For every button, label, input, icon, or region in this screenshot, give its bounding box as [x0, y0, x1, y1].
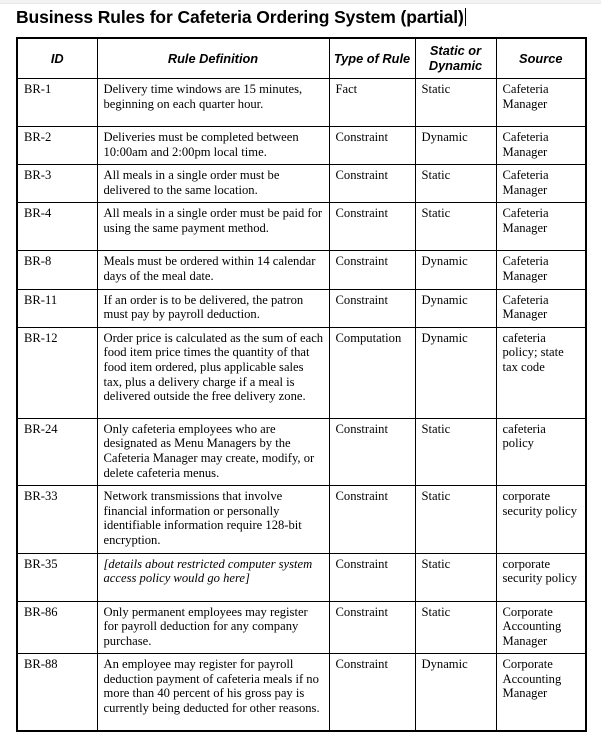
cell-id: BR-4	[17, 203, 97, 251]
column-header-static-or-dynamic: Static or Dynamic	[415, 38, 496, 79]
table-row	[17, 251, 586, 289]
cell-rule-definition: Only permanent employees may register for payroll deduction for any company purchase.	[97, 601, 329, 654]
cell-rule-definition: Network transmissions that involve financial information or personally identifiable information require 128-bit encryption.	[97, 486, 329, 553]
cell-type-of-rule: Constraint	[329, 251, 415, 289]
cell-source: Cafeteria Manager	[496, 127, 586, 165]
cell-id: BR-3	[17, 165, 97, 203]
table-row	[17, 203, 586, 251]
table-row	[17, 79, 586, 127]
table-row	[17, 327, 586, 418]
cell-source: Cafeteria Manager	[496, 251, 586, 289]
column-header-type-of-rule: Type of Rule	[329, 38, 415, 79]
cell-source: corporate security policy	[496, 486, 586, 553]
table-body	[17, 79, 586, 732]
cell-source: Cafeteria Manager	[496, 203, 586, 251]
cell-rule-definition: All meals in a single order must be paid for using the same payment method.	[97, 203, 329, 251]
cell-static-or-dynamic: Dynamic	[415, 327, 496, 418]
cell-id: BR-1	[17, 79, 97, 127]
window-top-edge	[0, 0, 601, 4]
cell-id: BR-12	[17, 327, 97, 418]
cell-source: cafeteria policy	[496, 418, 586, 485]
cell-id: BR-33	[17, 486, 97, 553]
cell-id: BR-11	[17, 289, 97, 327]
cell-static-or-dynamic: Dynamic	[415, 654, 496, 732]
table-row	[17, 165, 586, 203]
cell-static-or-dynamic: Static	[415, 203, 496, 251]
cell-rule-definition: Meals must be ordered within 14 calendar days of the meal date.	[97, 251, 329, 289]
cell-type-of-rule: Constraint	[329, 418, 415, 485]
cell-id: BR-35	[17, 553, 97, 601]
cell-id: BR-2	[17, 127, 97, 165]
cell-type-of-rule: Constraint	[329, 165, 415, 203]
cell-type-of-rule: Fact	[329, 79, 415, 127]
cell-rule-definition: Only cafeteria employees who are designated as Menu Managers by the Cafeteria Manager may create, modify, or delete cafeteria menus.	[97, 418, 329, 485]
cell-rule-definition: If an order is to be delivered, the patron must pay by payroll deduction.	[97, 289, 329, 327]
cell-rule-definition: An employee may register for payroll deduction payment of cafeteria meals if no more than 40 percent of his gross pay is currently being deducted for other reasons.	[97, 654, 329, 732]
cell-rule-definition: Order price is calculated as the sum of each food item price times the quantity of that food item ordered, plus applicable sales tax, plus a delivery charge if a meal is delivered outside the free delivery zone.	[97, 327, 329, 418]
table-row	[17, 654, 586, 732]
cell-rule-definition: [details about restricted computer system access policy would go here]	[97, 553, 329, 601]
cell-static-or-dynamic: Static	[415, 418, 496, 485]
cell-id: BR-86	[17, 601, 97, 654]
cell-type-of-rule: Computation	[329, 327, 415, 418]
table-row	[17, 289, 586, 327]
cell-static-or-dynamic: Static	[415, 486, 496, 553]
cell-type-of-rule: Constraint	[329, 127, 415, 165]
table-row	[17, 486, 586, 553]
table-row	[17, 601, 586, 654]
cell-rule-definition: All meals in a single order must be delivered to the same location.	[97, 165, 329, 203]
table-row	[17, 418, 586, 485]
cell-type-of-rule: Constraint	[329, 654, 415, 732]
table-row	[17, 553, 586, 601]
page-title[interactable]: Business Rules for Cafeteria Ordering System (partial)	[16, 7, 464, 27]
table-row	[17, 127, 586, 165]
table-header	[17, 38, 586, 79]
business-rules-table	[16, 37, 587, 732]
column-header-source: Source	[496, 38, 586, 79]
cell-rule-definition: Delivery time windows are 15 minutes, beginning on each quarter hour.	[97, 79, 329, 127]
cell-source: Corporate Accounting Manager	[496, 654, 586, 732]
cell-static-or-dynamic: Static	[415, 79, 496, 127]
cell-id: BR-8	[17, 251, 97, 289]
cell-static-or-dynamic: Dynamic	[415, 289, 496, 327]
business-rules-table-container	[16, 37, 585, 732]
document-title-row	[16, 5, 591, 29]
cell-static-or-dynamic: Static	[415, 553, 496, 601]
cell-static-or-dynamic: Dynamic	[415, 251, 496, 289]
cell-type-of-rule: Constraint	[329, 203, 415, 251]
cell-id: BR-88	[17, 654, 97, 732]
cell-source: Cafeteria Manager	[496, 79, 586, 127]
cell-rule-definition: Deliveries must be completed between 10:00am and 2:00pm local time.	[97, 127, 329, 165]
cell-static-or-dynamic: Static	[415, 165, 496, 203]
cell-source: corporate security policy	[496, 553, 586, 601]
cell-type-of-rule: Constraint	[329, 289, 415, 327]
cell-type-of-rule: Constraint	[329, 553, 415, 601]
cell-source: Corporate Accounting Manager	[496, 601, 586, 654]
cell-id: BR-24	[17, 418, 97, 485]
cell-source: Cafeteria Manager	[496, 289, 586, 327]
cell-source: cafeteria policy; state tax code	[496, 327, 586, 418]
cell-static-or-dynamic: Dynamic	[415, 127, 496, 165]
column-header-id: ID	[17, 38, 97, 79]
text-caret	[465, 8, 466, 26]
cell-static-or-dynamic: Static	[415, 601, 496, 654]
cell-type-of-rule: Constraint	[329, 486, 415, 553]
cell-type-of-rule: Constraint	[329, 601, 415, 654]
cell-source: Cafeteria Manager	[496, 165, 586, 203]
table-header-row	[17, 38, 586, 79]
column-header-rule-definition: Rule Definition	[97, 38, 329, 79]
